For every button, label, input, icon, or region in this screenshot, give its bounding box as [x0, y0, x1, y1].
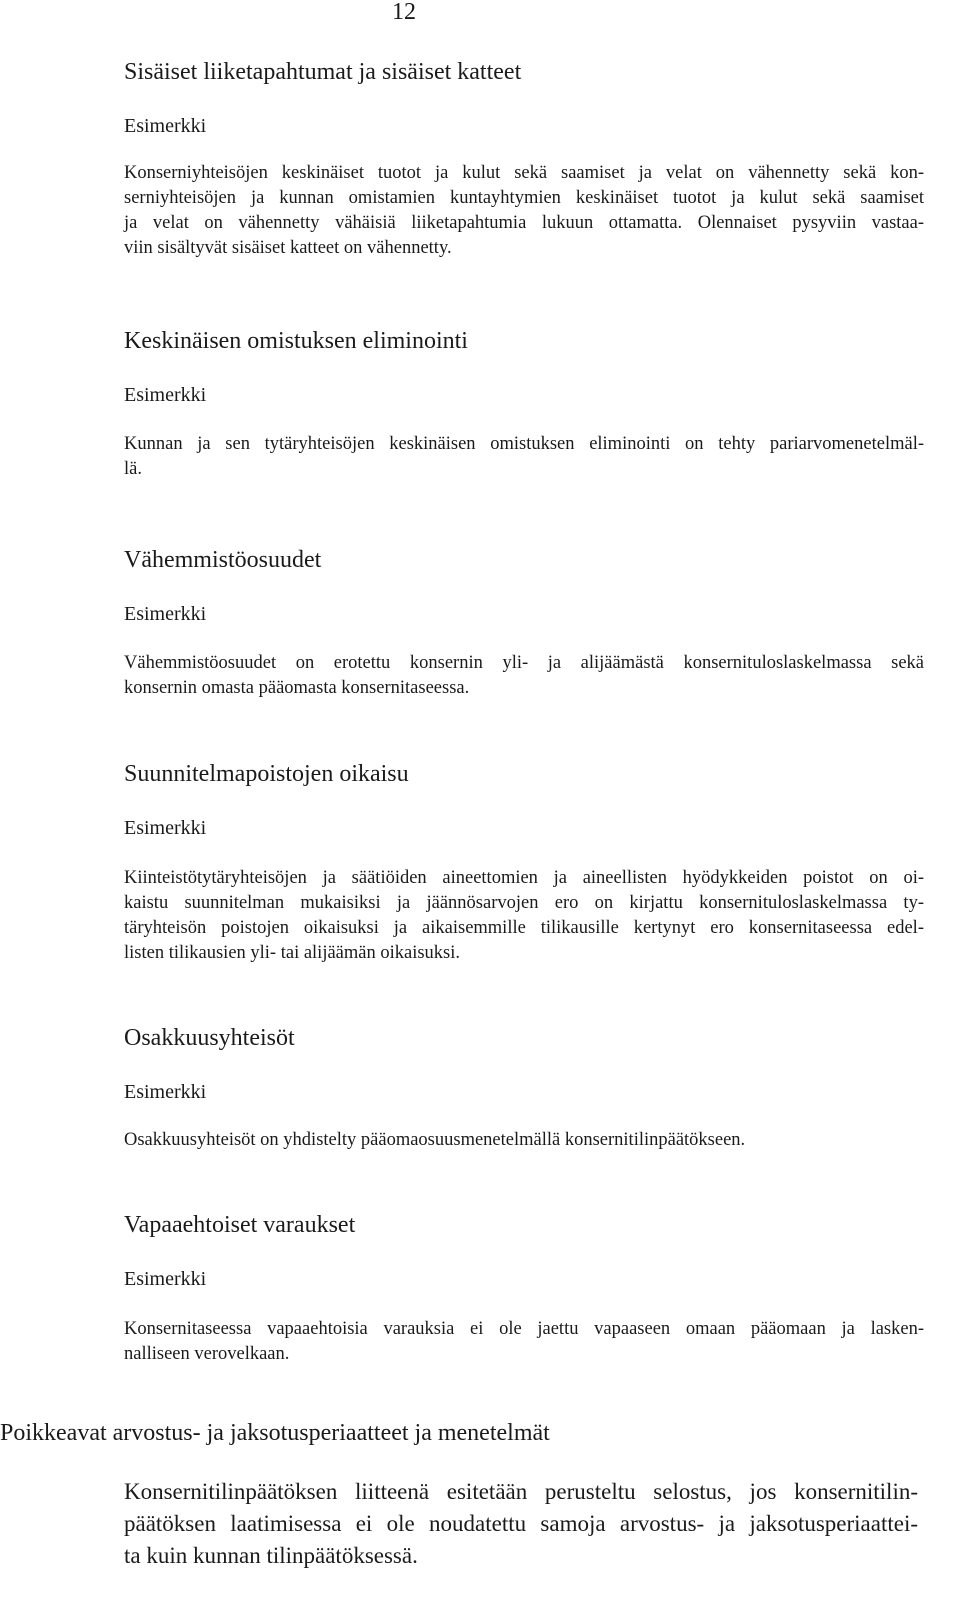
example-label: Esimerkki	[124, 603, 207, 625]
paragraph-line: päätöksen laatimisessa ei ole noudatettu samoja arvostus- ja jaksotusperiaattei-	[124, 1511, 918, 1536]
paragraph-line: Osakkuusyhteisöt on yhdistelty pääomaosuusmenetelmällä konsernitilinpäätökseen.	[124, 1130, 746, 1150]
paragraph-line: kaistu suunnitelman mukaisiksi ja jäännösarvojen ero on kirjattu konsernituloslaskelmassa ty-	[124, 893, 924, 913]
section-paragraph	[124, 866, 924, 966]
section-heading-deviating-principles: Poikkeavat arvostus- ja jaksotusperiaatteet ja menetelmät	[0, 1420, 550, 1446]
section-paragraph	[124, 651, 924, 701]
section-heading-voluntary-provisions: Vapaaehtoiset varaukset	[124, 1212, 356, 1238]
paragraph-line: listen tilikausien yli- tai alijäämän oikaisuksi.	[124, 943, 461, 963]
example-label: Esimerkki	[124, 384, 207, 406]
paragraph-line: Konserniyhteisöjen keskinäiset tuotot ja kulut sekä saamiset ja velat on vähennetty sekä kon-	[124, 163, 924, 183]
paragraph-line: täryhteisön poistojen oikaisuksi ja aikaisemmille tilikausille kertynyt ero konsernitaseessa edel-	[124, 918, 924, 938]
section-heading-internal-transactions: Sisäiset liiketapahtumat ja sisäiset katteet	[124, 59, 522, 85]
paragraph-line: Vähemmistöosuudet on erotettu konsernin yli- ja alijäämästä konsernituloslaskelmassa sekä	[124, 653, 924, 673]
paragraph-line: Konsernitaseessa vapaaehtoisia varauksia ei ole jaettu vapaaseen omaan pääomaan ja lasken-	[124, 1319, 924, 1339]
example-label: Esimerkki	[124, 1081, 207, 1103]
paragraph-line: ta kuin kunnan tilinpäätöksessä.	[124, 1543, 418, 1568]
section-heading-associated-companies: Osakkuusyhteisöt	[124, 1025, 295, 1051]
paragraph-line: Kiinteistötytäryhteisöjen ja säätiöiden aineettomien ja aineellisten hyödykkeiden poistot on oi-	[124, 868, 924, 888]
paragraph-line: Konsernitilinpäätöksen liitteenä esitetään perusteltu selostus, jos konsernitilin-	[124, 1479, 918, 1504]
section-paragraph	[124, 161, 924, 261]
section-paragraph	[124, 432, 924, 482]
paragraph-line: lä.	[124, 459, 142, 479]
section-paragraph	[124, 1317, 924, 1367]
paragraph-line: viin sisältyvät sisäiset katteet on vähennetty.	[124, 238, 452, 258]
paragraph-line: serniyhteisöjen ja kunnan omistamien kuntayhtymien keskinäiset tuotot ja kulut sekä saamiset	[124, 188, 924, 208]
paragraph-line: Kunnan ja sen tytäryhteisöjen keskinäisen omistuksen eliminointi on tehty pariarvomenetelmäl-	[124, 434, 924, 454]
section-heading-minority-interests: Vähemmistöosuudet	[124, 547, 322, 573]
example-label: Esimerkki	[124, 817, 207, 839]
section-heading-depreciation-adjustment: Suunnitelmapoistojen oikaisu	[124, 761, 409, 787]
example-label: Esimerkki	[124, 1268, 207, 1290]
section-heading-mutual-ownership: Keskinäisen omistuksen eliminointi	[124, 328, 468, 354]
page-number: 12	[392, 0, 416, 25]
paragraph-line: nalliseen verovelkaan.	[124, 1344, 290, 1364]
paragraph-line: konsernin omasta pääomasta konsernitaseessa.	[124, 678, 470, 698]
example-label: Esimerkki	[124, 115, 207, 137]
final-paragraph	[124, 1476, 918, 1572]
section-paragraph	[124, 1128, 924, 1153]
paragraph-line: ja velat on vähennetty vähäisiä liiketapahtumia lukuun ottamatta. Olennaiset pysyviin vastaa-	[124, 213, 924, 233]
